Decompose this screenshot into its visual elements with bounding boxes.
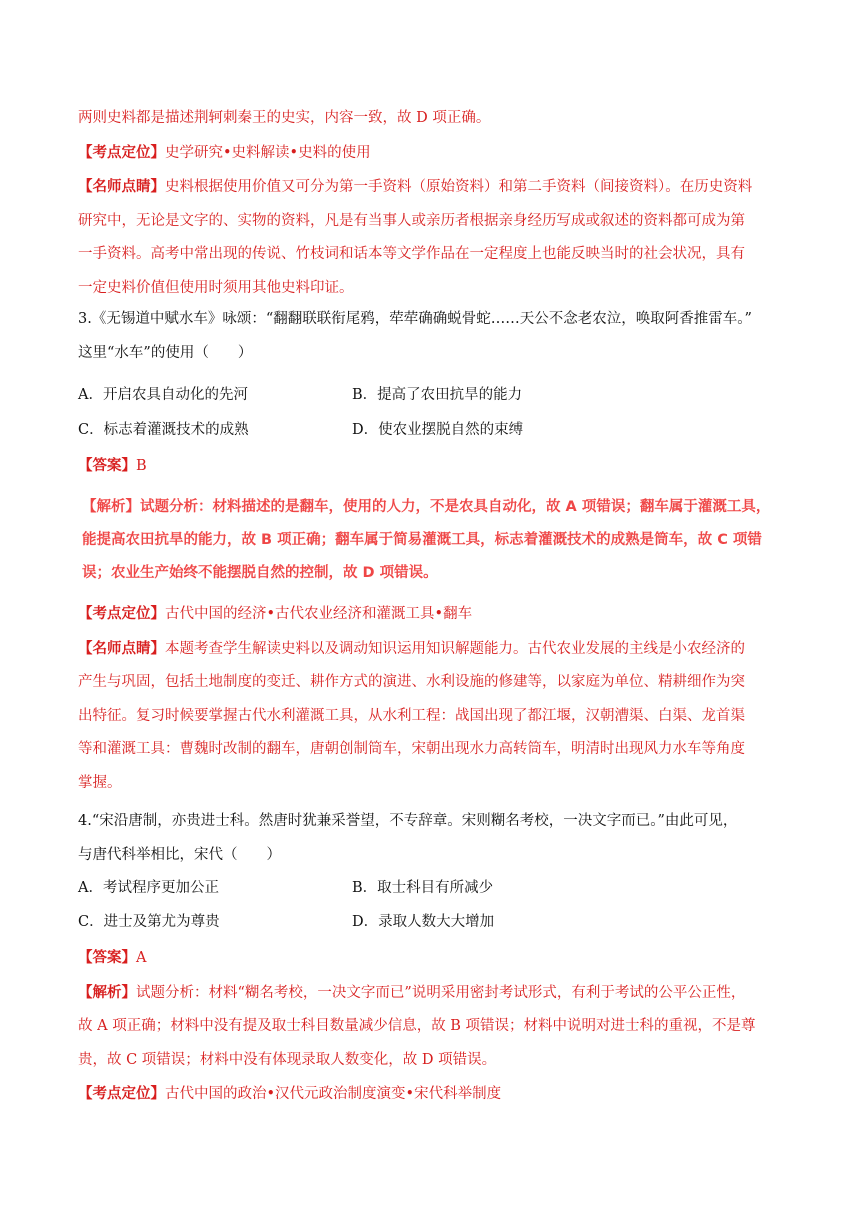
analysis-text-line: 试题分析：材料“糊名考校，一决文字而已”说明采用密封考试形式，有利于考试的公平公正性， — [136, 984, 746, 1001]
option-c: C．标志着灌溉技术的成熟 — [78, 422, 249, 438]
question-stem-line: 4.“宋沿唐制，亦贵进士科。然唐时犹兼采誉望，不专辞章。宋则糊名考校，一决文字而已。”由此可见， — [78, 813, 738, 829]
topic-row — [78, 1077, 790, 1112]
analysis-label: 【解析】 — [78, 983, 136, 1001]
tip-text-line: 史料根据使用价值又可分为第一手资料（原始资料）和第二手资料（间接资料）。在历史资料 — [165, 179, 753, 195]
tip-text-line: 等和灌溉工具：曹魏时改制的翻车，唐朝创制筒车，宋朝出现水力高转筒车，明清时出现风力水车等角度 — [78, 741, 745, 757]
topic-row — [78, 597, 790, 632]
topic-text: 古代中国的政治•汉代元政治制度演变•宋代科举制度 — [165, 1086, 502, 1102]
option-d: D．录取人数大大增加 — [352, 914, 495, 930]
question-4-notes — [78, 941, 790, 1112]
analysis-text-line: 贵，故 C 项错误；材料中没有体现录取人数变化，故 D 项错误。 — [78, 1051, 497, 1068]
question-stem-line: 3.《无锡道中赋水车》咏颂：“翻翻联联衔尾鸦，荦荦确确蜕骨蛇……天公不念老农泣，唤取阿香推雷车。” — [78, 311, 752, 327]
prev-tip-row — [78, 170, 790, 205]
option-a: A．开启农具自动化的先河 — [78, 387, 248, 403]
analysis-text-line: 误；农业生产始终不能摆脱自然的控制，故 D 项错误。 — [82, 565, 438, 581]
topic-text: 古代中国的经济•古代农业经济和灌溉工具•翻车 — [165, 606, 473, 622]
tip-text-line: 出特征。复习时候要掌握古代水利灌溉工具，从水利工程：战国出现了都江堰，汉朝漕渠、白渠、龙首渠 — [78, 707, 745, 724]
answer-row — [78, 449, 790, 484]
tip-row — [78, 632, 790, 667]
prev-explanation-tail — [78, 102, 790, 305]
option-c: C．进士及第尤为尊贵 — [78, 914, 220, 930]
question-stem-line: 这里“水车”的使用（ ） — [78, 344, 253, 361]
question-4-stem — [78, 805, 790, 872]
prev-topic-row — [78, 136, 790, 171]
option-a: A．考试程序更加公正 — [78, 880, 219, 896]
analysis-text-line: 试题分析：材料描述的是翻车，使用的人力，不是农具自动化，故 A 项错误；翻车属于灌溉工具， — [140, 499, 771, 515]
answer-value: B — [136, 458, 147, 474]
tip-text-line: 产生与巩固，包括土地制度的变迁、耕作方式的演进、水利设施的修建等，以家庭为单位、精耕细作为突 — [78, 674, 745, 690]
tip-text-line: 一定史料价值但使用时须用其他史料印证。 — [78, 279, 354, 296]
topic-label: 【考点定位】 — [78, 143, 165, 161]
tip-text-line: 研究中，无论是文字的、实物的资料，凡是有当事人或亲历者根据亲身经历写成或叙述的资料都可成为第 — [78, 212, 745, 229]
answer-value: A — [136, 950, 147, 966]
analysis-row — [78, 976, 790, 1011]
analysis-label: 【解析】 — [82, 499, 140, 515]
answer-row — [78, 941, 790, 976]
tip-text-line: 掌握。 — [78, 774, 122, 791]
option-d: D．使农业摆脱自然的束缚 — [352, 422, 524, 438]
topic-text: 史学研究•史料解读•史料的使用 — [165, 144, 371, 161]
question-3-analysis — [82, 491, 802, 590]
prev-explanation-line: 两则史料都是描述荆轲刺秦王的史实，内容一致，故 D 项正确。 — [78, 110, 491, 126]
tip-label: 【名师点睛】 — [78, 639, 165, 657]
topic-label: 【考点定位】 — [78, 605, 165, 622]
analysis-row — [82, 491, 802, 524]
option-b: B．提高了农田抗旱的能力 — [352, 387, 523, 403]
answer-label: 【答案】 — [78, 949, 136, 966]
option-b: B．取士科目有所减少 — [352, 880, 494, 896]
tip-label: 【名师点睛】 — [78, 178, 165, 195]
analysis-text-line: 故 A 项正确；材料中没有提及取士科目数量减少信息，故 B 项错误；材料中说明对进士科的重视，不是尊 — [78, 1018, 756, 1034]
tip-text-line: 本题考查学生解读史料以及调动知识运用知识解题能力。古代农业发展的主线是小农经济的 — [165, 640, 745, 657]
question-3-notes — [78, 597, 790, 800]
question-3-stem — [78, 303, 790, 370]
analysis-text-line: 能提高农田抗旱的能力，故 B 项正确；翻车属于简易灌溉工具，标志着灌溉技术的成熟是筒车，故 C 项错 — [82, 532, 762, 548]
question-stem-line: 与唐代科举相比，宋代（ ） — [78, 846, 281, 863]
tip-text-line: 一手资料。高考中常出现的传说、竹枝词和话本等文学作品在一定程度上也能反映当时的社会状况，具有 — [78, 246, 745, 262]
answer-label: 【答案】 — [78, 457, 136, 474]
topic-label: 【考点定位】 — [78, 1085, 165, 1102]
